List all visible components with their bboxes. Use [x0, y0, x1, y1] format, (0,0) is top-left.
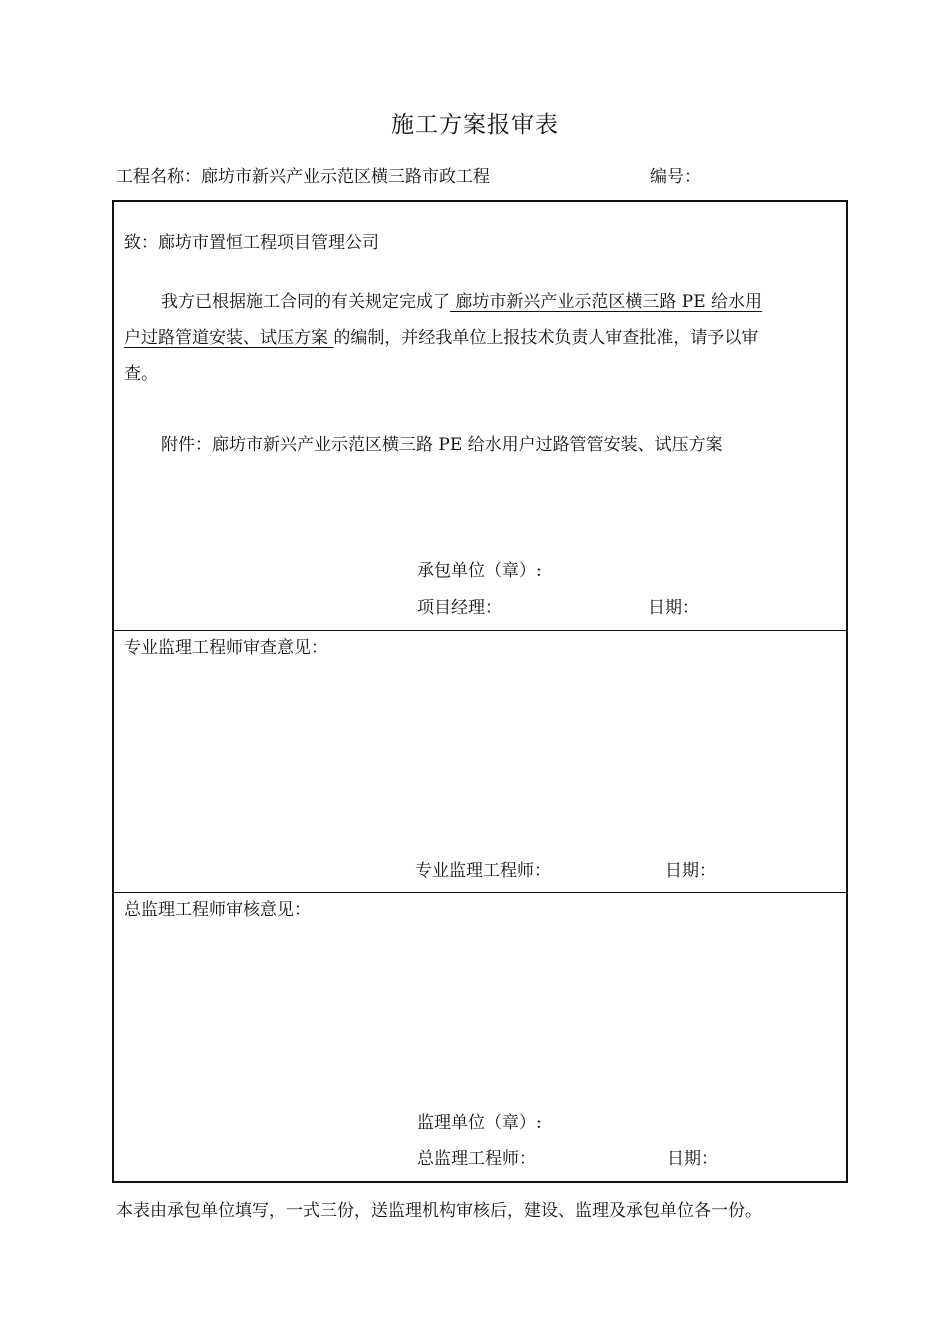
- contractor-seal-label: 承包单位（章）:: [417, 561, 542, 581]
- section-divider-2: [114, 892, 846, 893]
- addressee-line: 致：廊坊市置恒工程项目管理公司: [124, 233, 379, 253]
- plan-name-underlined-2: 户过路管道安装、试压方案: [124, 328, 334, 348]
- project-name-value: 廊坊市新兴产业示范区横三路市政工程: [201, 167, 490, 187]
- attachment-line: 附件：廊坊市新兴产业示范区横三路 PE 给水用户过路管管安装、试压方案: [161, 435, 723, 455]
- chief-engineer-label: 总监理工程师：: [417, 1149, 536, 1169]
- project-name-line: [116, 162, 490, 187]
- statement-line-1: [161, 287, 762, 312]
- supervisor-engineer-label: 专业监理工程师：: [415, 861, 551, 881]
- supervision-unit-seal-label: 监理单位（章）:: [417, 1113, 542, 1133]
- chief-review-heading: 总监理工程师审核意见：: [124, 900, 311, 920]
- footer-note: 本表由承包单位填写，一式三份，送监理机构审核后，建设、监理及承包单位各一份。: [116, 1201, 762, 1221]
- section-divider-1: [114, 630, 846, 631]
- statement-line-2: [124, 323, 758, 348]
- project-name-label: 工程名称：: [116, 167, 201, 187]
- statement-suffix: 的编制，并经我单位上报技术负责人审查批准，请予以审: [333, 328, 759, 348]
- supervisor-review-heading: 专业监理工程师审查意见：: [124, 638, 328, 658]
- approval-form-table: [112, 200, 848, 1183]
- project-manager-label: 项目经理：: [417, 598, 502, 618]
- statement-line-3: 查。: [124, 364, 158, 384]
- supervisor-date-label: 日期：: [665, 861, 716, 881]
- chief-date-label: 日期：: [667, 1149, 718, 1169]
- submission-date-label: 日期：: [648, 598, 699, 618]
- serial-number-label: 编号：: [650, 167, 701, 187]
- statement-prefix: 我方已根据施工合同的有关规定完成了: [161, 292, 450, 312]
- plan-name-underlined-1: 廊坊市新兴产业示范区横三路 PE 给水用: [450, 292, 763, 312]
- form-title: 施工方案报审表: [391, 112, 559, 138]
